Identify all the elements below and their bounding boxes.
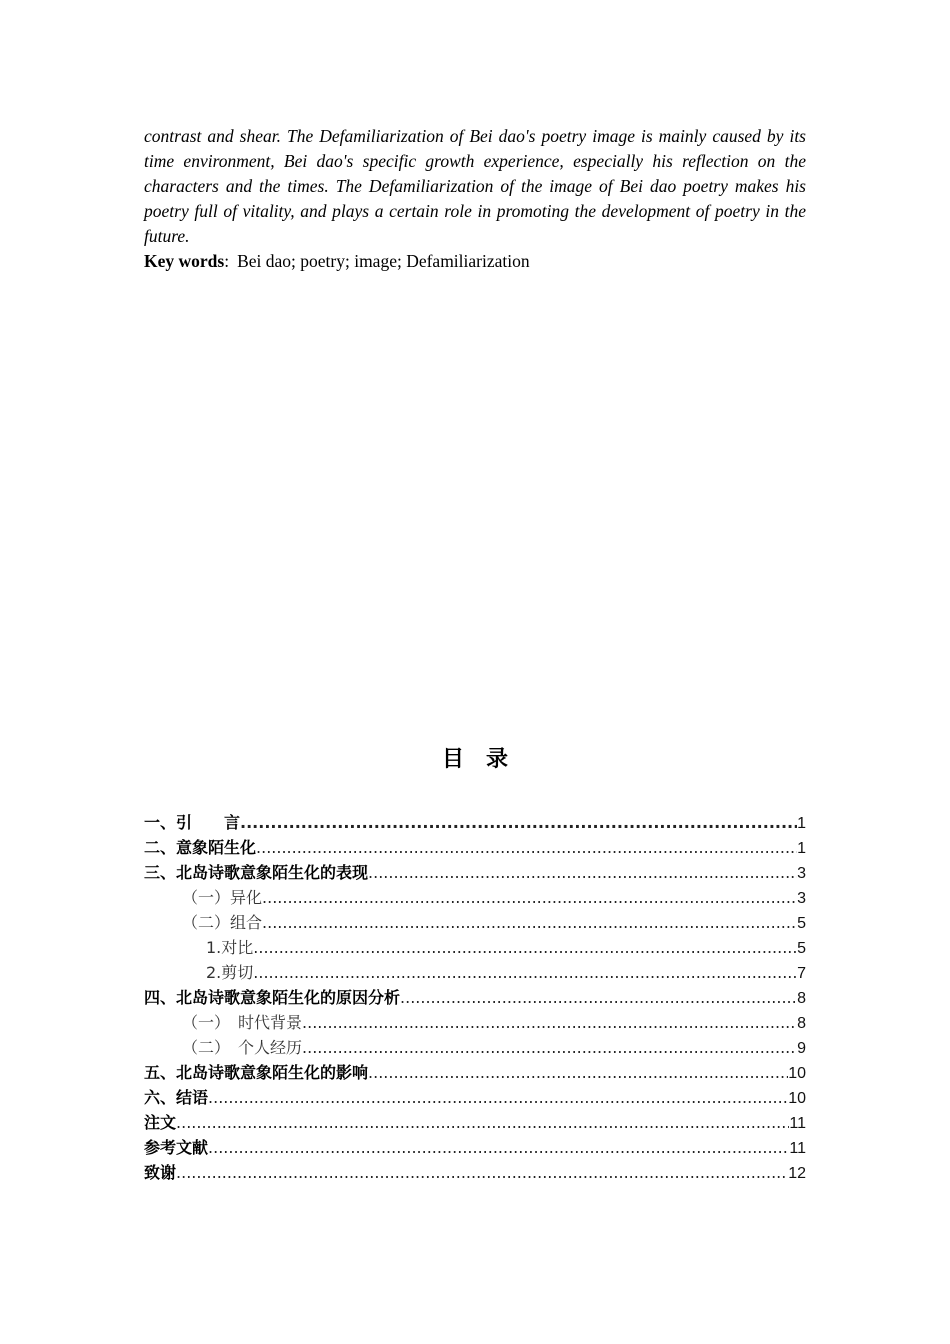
toc-entry-intro[interactable] — [144, 810, 806, 835]
toc-entry-page: 5 — [797, 915, 806, 932]
toc-leader-dots — [176, 1160, 788, 1185]
toc-entry-page: 8 — [797, 1015, 806, 1032]
keywords-value: Bei dao; poetry; image; Defamiliarization — [237, 251, 530, 271]
toc-entry-page: 1 — [797, 840, 806, 857]
toc-entry-page: 12 — [788, 1165, 806, 1182]
toc-entry-references[interactable] — [144, 1135, 806, 1160]
toc-entry-era-background[interactable] — [144, 1010, 806, 1035]
keywords-label: Key words — [144, 251, 225, 271]
toc-entry-causes[interactable] — [144, 985, 806, 1010]
toc-leader-dots — [240, 810, 797, 835]
toc-entry-alienation[interactable] — [144, 885, 806, 910]
toc-entry-label: 六、结语 — [144, 1088, 209, 1107]
toc-entry-page: 3 — [797, 890, 806, 907]
toc-leader-dots — [368, 1060, 788, 1085]
toc-leader-dots — [208, 1135, 789, 1160]
toc-entry-label: 五、北岛诗歌意象陌生化的影响 — [144, 1063, 369, 1082]
toc-entry-page: 8 — [797, 990, 806, 1007]
toc-entry-label: （一） 时代背景 — [182, 1013, 303, 1032]
toc-entry-label: 2.剪切 — [206, 963, 254, 982]
toc-entry-page: 7 — [797, 965, 806, 982]
toc-entry-imagery-defamiliarization[interactable] — [144, 835, 806, 860]
toc-entry-label: 二、意象陌生化 — [144, 838, 257, 857]
toc-leader-dots — [302, 1010, 797, 1035]
toc-entry-page: 11 — [789, 1140, 806, 1157]
toc-entry-label: 注文 — [144, 1113, 177, 1132]
toc-entry-conclusion[interactable] — [144, 1085, 806, 1110]
toc-entry-personal-experience[interactable] — [144, 1035, 806, 1060]
toc-entry-label: 四、北岛诗歌意象陌生化的原因分析 — [144, 988, 401, 1007]
toc-entry-page: 10 — [788, 1065, 806, 1082]
toc-leader-dots — [253, 935, 797, 960]
toc-entry-label: （二） 个人经历 — [182, 1038, 303, 1057]
toc-entry-page: 1 — [797, 815, 806, 832]
keywords-separator: : — [224, 251, 230, 271]
toc-entry-label: （二）组合 — [182, 913, 263, 932]
toc-entry-cut[interactable] — [144, 960, 806, 985]
toc-entry-page: 9 — [797, 1040, 806, 1057]
toc-entry-acknowledgements[interactable] — [144, 1160, 806, 1185]
toc-entry-contrast[interactable] — [144, 935, 806, 960]
toc-entry-combination[interactable] — [144, 910, 806, 935]
abstract-text: contrast and shear. The Defamiliarization of Bei dao's poetry image is mainly caused by its time environment, Bei dao's specific growth experience, especially his reflection on the characters and the times. The Defamiliarization of the image of Bei dao poetry makes his poetry full of vitality, and plays a certain role in promoting the development of poetry in the future. — [144, 126, 806, 246]
toc-entry-label: （一）异化 — [182, 888, 263, 907]
toc-leader-dots — [176, 1110, 789, 1135]
toc-leader-dots — [400, 985, 797, 1010]
toc-leader-dots — [253, 960, 797, 985]
toc-entry-page: 5 — [797, 940, 806, 957]
table-of-contents — [144, 810, 806, 1185]
toc-entry-page: 3 — [797, 865, 806, 882]
toc-entry-label: 1.对比 — [206, 938, 254, 957]
toc-entry-page: 10 — [788, 1090, 806, 1107]
keywords-line — [144, 249, 806, 274]
toc-entry-label: 三、北岛诗歌意象陌生化的表现 — [144, 863, 369, 882]
toc-entry-label: 致谢 — [144, 1163, 177, 1182]
toc-leader-dots — [368, 860, 797, 885]
toc-entry-influence[interactable] — [144, 1060, 806, 1085]
toc-leader-dots — [262, 910, 797, 935]
toc-leader-dots — [256, 835, 797, 860]
toc-title: 目录 — [441, 747, 530, 772]
toc-leader-dots — [302, 1035, 797, 1060]
toc-entry-notes[interactable] — [144, 1110, 806, 1135]
toc-leader-dots — [262, 885, 797, 910]
toc-leader-dots — [208, 1085, 788, 1110]
toc-entry-label: 参考文献 — [144, 1138, 209, 1157]
toc-entry-page: 11 — [789, 1115, 806, 1132]
toc-entry-label: 一、引 言 — [144, 813, 241, 832]
toc-entry-manifestation[interactable] — [144, 860, 806, 885]
